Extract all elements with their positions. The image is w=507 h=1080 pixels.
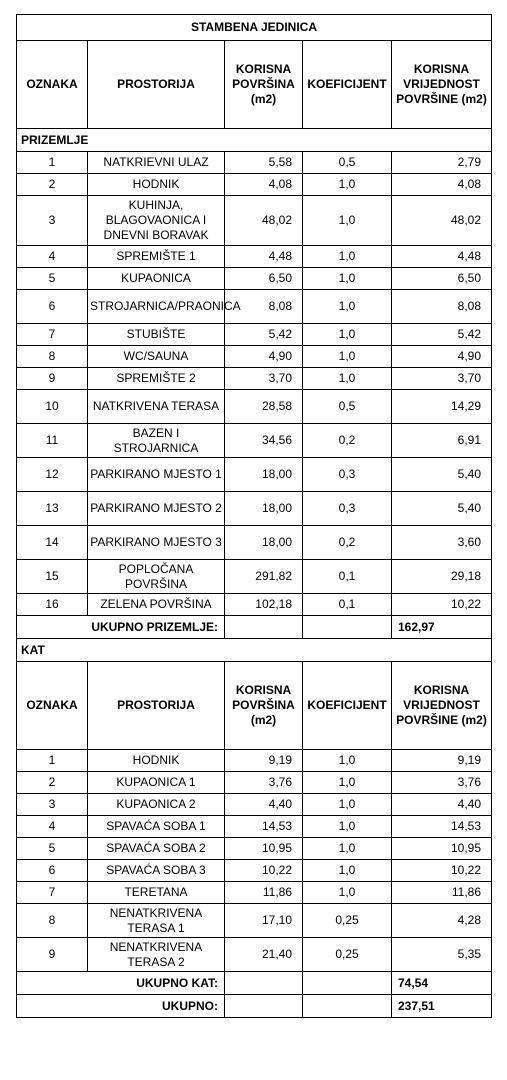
cell-prostorija: KUPAONICA (88, 268, 225, 290)
header-oznaka: OZNAKA (17, 41, 88, 129)
cell-prostorija: SPAVAĆA SOBA 2 (88, 838, 225, 860)
cell-povrsina: 4,08 (225, 174, 303, 196)
cell-povrsina: 3,70 (225, 368, 303, 390)
cell-vrijednost: 6,91 (392, 424, 492, 458)
header-prostorija: PROSTORIJA (88, 41, 225, 129)
cell-koeficijent: 0,3 (303, 492, 392, 526)
cell-vrijednost: 14,29 (392, 390, 492, 424)
column-header-row (17, 41, 492, 129)
cell-povrsina: 6,50 (225, 268, 303, 290)
cell-oznaka: 10 (17, 390, 88, 424)
cell-vrijednost: 11,86 (392, 882, 492, 904)
cell-povrsina: 48,02 (225, 196, 303, 246)
cell-koeficijent: 0,5 (303, 152, 392, 174)
cell-koeficijent: 0,2 (303, 424, 392, 458)
cell-vrijednost: 9,19 (392, 750, 492, 772)
cell-vrijednost: 3,76 (392, 772, 492, 794)
cell-prostorija: NATKRIVENA TERASA (88, 390, 225, 424)
cell-koeficijent: 1,0 (303, 346, 392, 368)
cell-povrsina: 9,19 (225, 750, 303, 772)
section-label-row (17, 129, 492, 152)
cell-oznaka: 2 (17, 772, 88, 794)
table-row (17, 346, 492, 368)
cell-vrijednost: 10,22 (392, 860, 492, 882)
table-row (17, 750, 492, 772)
table-row (17, 324, 492, 346)
cell-prostorija: KUPAONICA 2 (88, 794, 225, 816)
column-header-row (17, 662, 492, 750)
section-label: PRIZEMLJE (17, 129, 492, 152)
table-title: STAMBENA JEDINICA (17, 15, 492, 41)
table-row (17, 526, 492, 560)
cell-oznaka: 7 (17, 324, 88, 346)
cell-povrsina: 5,58 (225, 152, 303, 174)
cell-povrsina: 102,18 (225, 594, 303, 616)
cell-prostorija: ZELENA POVRŠINA (88, 594, 225, 616)
table-row (17, 290, 492, 324)
cell-oznaka: 13 (17, 492, 88, 526)
cell-prostorija: BAZEN I STROJARNICA (88, 424, 225, 458)
table-row (17, 268, 492, 290)
cell-vrijednost: 10,95 (392, 838, 492, 860)
table-row (17, 492, 492, 526)
cell-povrsina: 11,86 (225, 882, 303, 904)
table-row (17, 196, 492, 246)
total-spacer (225, 995, 303, 1018)
cell-oznaka: 4 (17, 246, 88, 268)
cell-prostorija: PARKIRANO MJESTO 3 (88, 526, 225, 560)
cell-povrsina: 18,00 (225, 492, 303, 526)
section-label-row (17, 639, 492, 662)
cell-povrsina: 3,76 (225, 772, 303, 794)
cell-oznaka: 6 (17, 290, 88, 324)
cell-oznaka: 14 (17, 526, 88, 560)
table-row (17, 246, 492, 268)
cell-prostorija: SPREMIŠTE 1 (88, 246, 225, 268)
cell-oznaka: 1 (17, 750, 88, 772)
cell-vrijednost: 5,40 (392, 492, 492, 526)
cell-prostorija: TERETANA (88, 882, 225, 904)
cell-prostorija: KUPAONICA 1 (88, 772, 225, 794)
table-row (17, 174, 492, 196)
total-spacer (225, 616, 303, 639)
table-row (17, 938, 492, 972)
cell-vrijednost: 48,02 (392, 196, 492, 246)
cell-povrsina: 5,42 (225, 324, 303, 346)
total-spacer (303, 616, 392, 639)
total-label: UKUPNO KAT: (17, 972, 225, 995)
grand-total-value: 237,51 (392, 995, 492, 1018)
cell-oznaka: 11 (17, 424, 88, 458)
table-row (17, 794, 492, 816)
cell-vrijednost: 14,53 (392, 816, 492, 838)
cell-povrsina: 28,58 (225, 390, 303, 424)
cell-povrsina: 18,00 (225, 526, 303, 560)
cell-oznaka: 3 (17, 794, 88, 816)
cell-koeficijent: 1,0 (303, 290, 392, 324)
cell-vrijednost: 5,35 (392, 938, 492, 972)
header-korisna-vrijednost: KORISNA VRIJEDNOST POVRŠINE (m2) (392, 41, 492, 129)
area-table-body (17, 15, 492, 1018)
cell-oznaka: 1 (17, 152, 88, 174)
cell-oznaka: 5 (17, 268, 88, 290)
cell-koeficijent: 1,0 (303, 882, 392, 904)
cell-oznaka: 3 (17, 196, 88, 246)
cell-koeficijent: 0,1 (303, 594, 392, 616)
cell-oznaka: 7 (17, 882, 88, 904)
header-koeficijent: KOEFICIJENT (303, 41, 392, 129)
cell-oznaka: 4 (17, 816, 88, 838)
cell-koeficijent: 1,0 (303, 838, 392, 860)
cell-koeficijent: 1,0 (303, 196, 392, 246)
table-row (17, 860, 492, 882)
total-spacer (225, 972, 303, 995)
cell-vrijednost: 3,70 (392, 368, 492, 390)
cell-prostorija: PARKIRANO MJESTO 2 (88, 492, 225, 526)
table-row (17, 838, 492, 860)
cell-prostorija: HODNIK (88, 750, 225, 772)
cell-povrsina: 34,56 (225, 424, 303, 458)
area-table (16, 14, 492, 1018)
cell-koeficijent: 0,2 (303, 526, 392, 560)
grand-total-row (17, 995, 492, 1018)
table-row (17, 882, 492, 904)
cell-koeficijent: 1,0 (303, 794, 392, 816)
cell-prostorija: POPLOČANA POVRŠINA (88, 560, 225, 594)
cell-koeficijent: 1,0 (303, 246, 392, 268)
cell-prostorija: HODNIK (88, 174, 225, 196)
cell-oznaka: 8 (17, 904, 88, 938)
cell-vrijednost: 8,08 (392, 290, 492, 324)
cell-povrsina: 14,53 (225, 816, 303, 838)
cell-vrijednost: 2,79 (392, 152, 492, 174)
cell-prostorija: SPAVAĆA SOBA 3 (88, 860, 225, 882)
grand-total-label: UKUPNO: (17, 995, 225, 1018)
total-label: UKUPNO PRIZEMLJE: (17, 616, 225, 639)
cell-oznaka: 9 (17, 938, 88, 972)
cell-oznaka: 12 (17, 458, 88, 492)
cell-koeficijent: 1,0 (303, 174, 392, 196)
cell-koeficijent: 0,5 (303, 390, 392, 424)
cell-vrijednost: 5,40 (392, 458, 492, 492)
cell-prostorija: SPAVAĆA SOBA 1 (88, 816, 225, 838)
total-value: 162,97 (392, 616, 492, 639)
total-spacer (303, 995, 392, 1018)
cell-povrsina: 10,95 (225, 838, 303, 860)
cell-oznaka: 2 (17, 174, 88, 196)
cell-oznaka: 8 (17, 346, 88, 368)
cell-vrijednost: 5,42 (392, 324, 492, 346)
cell-oznaka: 15 (17, 560, 88, 594)
cell-koeficijent: 1,0 (303, 268, 392, 290)
cell-koeficijent: 1,0 (303, 750, 392, 772)
header-korisna-povrsina: KORISNA POVRŠINA (m2) (225, 662, 303, 750)
cell-povrsina: 18,00 (225, 458, 303, 492)
table-row (17, 560, 492, 594)
cell-povrsina: 4,48 (225, 246, 303, 268)
total-value: 74,54 (392, 972, 492, 995)
header-korisna-povrsina: KORISNA POVRŠINA (m2) (225, 41, 303, 129)
cell-povrsina: 4,40 (225, 794, 303, 816)
cell-oznaka: 9 (17, 368, 88, 390)
cell-povrsina: 21,40 (225, 938, 303, 972)
table-row (17, 816, 492, 838)
cell-prostorija: NENATKRIVENA TERASA 2 (88, 938, 225, 972)
table-row (17, 458, 492, 492)
cell-vrijednost: 4,08 (392, 174, 492, 196)
cell-vrijednost: 10,22 (392, 594, 492, 616)
cell-povrsina: 291,82 (225, 560, 303, 594)
total-row (17, 972, 492, 995)
cell-povrsina: 8,08 (225, 290, 303, 324)
cell-prostorija: NENATKRIVENA TERASA 1 (88, 904, 225, 938)
table-row (17, 424, 492, 458)
cell-prostorija: STUBIŠTE (88, 324, 225, 346)
header-prostorija: PROSTORIJA (88, 662, 225, 750)
table-row (17, 368, 492, 390)
cell-prostorija: KUHINJA, BLAGOVAONICA I DNEVNI BORAVAK (88, 196, 225, 246)
cell-oznaka: 5 (17, 838, 88, 860)
cell-oznaka: 6 (17, 860, 88, 882)
cell-vrijednost: 4,48 (392, 246, 492, 268)
cell-vrijednost: 3,60 (392, 526, 492, 560)
table-row (17, 390, 492, 424)
cell-prostorija: PARKIRANO MJESTO 1 (88, 458, 225, 492)
cell-vrijednost: 4,40 (392, 794, 492, 816)
table-row (17, 152, 492, 174)
table-row (17, 772, 492, 794)
cell-koeficijent: 1,0 (303, 816, 392, 838)
cell-vrijednost: 4,90 (392, 346, 492, 368)
total-spacer (303, 972, 392, 995)
cell-koeficijent: 0,25 (303, 938, 392, 972)
cell-vrijednost: 4,28 (392, 904, 492, 938)
cell-prostorija: NATKRIEVNI ULAZ (88, 152, 225, 174)
cell-povrsina: 4,90 (225, 346, 303, 368)
header-korisna-vrijednost: KORISNA VRIJEDNOST POVRŠINE (m2) (392, 662, 492, 750)
cell-vrijednost: 29,18 (392, 560, 492, 594)
header-koeficijent: KOEFICIJENT (303, 662, 392, 750)
cell-koeficijent: 1,0 (303, 772, 392, 794)
cell-koeficijent: 0,3 (303, 458, 392, 492)
cell-koeficijent: 1,0 (303, 368, 392, 390)
table-row (17, 594, 492, 616)
cell-koeficijent: 0,1 (303, 560, 392, 594)
total-row (17, 616, 492, 639)
section-label: KAT (17, 639, 492, 662)
cell-koeficijent: 0,25 (303, 904, 392, 938)
header-oznaka: OZNAKA (17, 662, 88, 750)
cell-prostorija: WC/SAUNA (88, 346, 225, 368)
cell-povrsina: 17,10 (225, 904, 303, 938)
cell-povrsina: 10,22 (225, 860, 303, 882)
cell-oznaka: 16 (17, 594, 88, 616)
cell-koeficijent: 1,0 (303, 860, 392, 882)
cell-koeficijent: 1,0 (303, 324, 392, 346)
cell-vrijednost: 6,50 (392, 268, 492, 290)
table-row (17, 904, 492, 938)
cell-prostorija: SPREMIŠTE 2 (88, 368, 225, 390)
cell-prostorija: STROJARNICA/PRAONICA (88, 290, 225, 324)
